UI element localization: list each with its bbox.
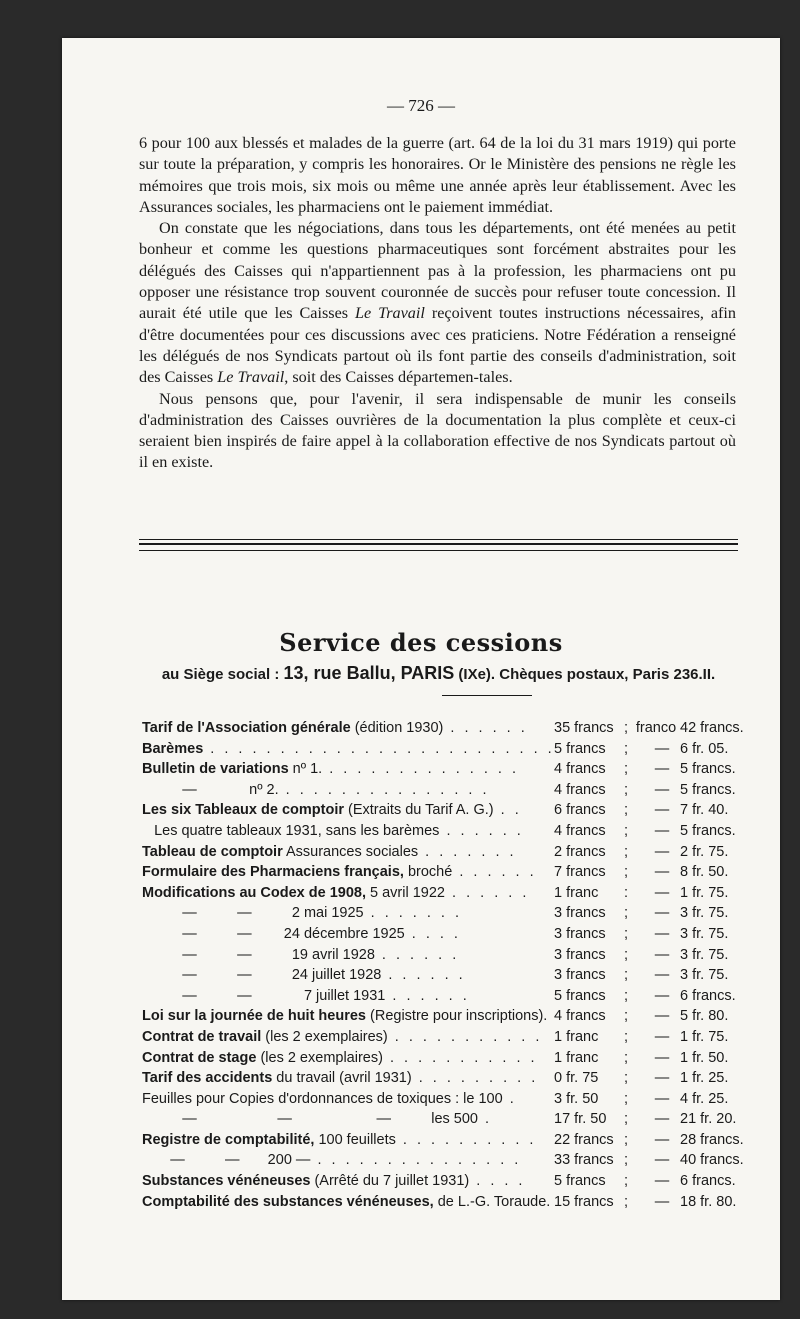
item-detail: du travail (avril 1931)	[272, 1070, 412, 1087]
item-description	[142, 986, 537, 1007]
item-title: Tableau de comptoir	[142, 843, 283, 860]
price-separator: ;	[624, 740, 629, 757]
price-franco: 5 fr. 80.	[680, 1008, 729, 1025]
postage-label: —	[654, 1111, 670, 1128]
item-description	[142, 780, 537, 801]
price-row	[142, 821, 742, 842]
postage-label: —	[654, 1152, 670, 1169]
price-members: 17 fr. 50	[554, 1111, 607, 1128]
price-franco: 5 francs.	[680, 822, 736, 839]
item-detail: — — 24 juillet 1928	[142, 967, 382, 984]
item-description	[142, 1171, 537, 1192]
price-row	[142, 883, 742, 904]
item-title: Barèmes	[142, 740, 204, 757]
price-franco: 42 francs.	[680, 720, 744, 736]
item-detail: (Arrêté du 7 juillet 1931)	[310, 1173, 470, 1190]
price-franco: 5 francs.	[680, 781, 736, 798]
price-separator: ;	[624, 1173, 629, 1190]
price-row	[142, 780, 742, 801]
item-title: Les six Tableaux de comptoir	[142, 802, 344, 819]
divider-rule	[139, 550, 738, 551]
postage-label: —	[654, 761, 670, 778]
dot-leader: . . . . . . . . . . . . . . .	[310, 1152, 522, 1169]
postage-label: —	[654, 905, 670, 922]
dot-leader: . . . . . .	[374, 946, 460, 963]
postage-label: —	[654, 1090, 670, 1107]
postage-label: —	[654, 740, 670, 757]
item-title: Loi sur la journée de huit heures	[142, 1008, 366, 1025]
price-franco: 1 fr. 50.	[680, 1049, 729, 1066]
item-title: Registre de comptabilité,	[142, 1131, 315, 1148]
price-separator: ;	[624, 987, 629, 1004]
body-text	[139, 133, 736, 474]
price-franco: 18 fr. 80.	[680, 1193, 737, 1210]
item-detail: — — — les 500	[142, 1111, 478, 1128]
price-separator: :	[624, 884, 629, 901]
postage-label: —	[654, 802, 670, 819]
price-franco: 3 fr. 75.	[680, 946, 729, 963]
postage-label: —	[654, 1193, 670, 1210]
paragraph-2: On constate que les négociations, dans tous les départements, ont été menées au petit bonheur et comme les questions pharmaceutiques sont forcément abstraites pour les délégués des Caisses qui n'appartiennent pas à la profession, les pharmaciens ont pu opposer une résistance trop souvent couronnée de succès pour refuser toute concession. Il aurait été utile que les Caisses Le Travail reçoivent toutes instructions nécessaires, afin d'être documentées pour ces discussions avec ces praticiens. Notre Fédération a renseigné les délégués de nos Syndicats partout où ils font partie des conseils d'administration, soit des Caisses Le Travail, soit des Caisses départemen-tales.	[139, 219, 737, 387]
item-description	[142, 1150, 537, 1171]
item-detail: (édition 1930)	[350, 720, 444, 736]
item-description	[142, 924, 537, 945]
price-members: 5 francs	[554, 740, 606, 757]
dot-leader: . . . . . . . . . . .	[387, 1028, 543, 1045]
price-separator: ;	[624, 720, 629, 736]
item-detail: Assurances sociales	[282, 843, 419, 860]
price-franco: 2 fr. 75.	[680, 843, 729, 860]
postage-label: —	[654, 884, 670, 901]
price-members: 1 franc	[554, 1028, 599, 1045]
dot-leader: . . . . . . . . . .	[395, 1131, 537, 1148]
price-members: 6 francs	[554, 802, 606, 819]
price-members: 3 fr. 50	[554, 1090, 599, 1107]
dot-leader: . . . .	[404, 925, 461, 942]
postage-label: —	[654, 967, 670, 984]
postage-label: —	[654, 1131, 670, 1148]
price-members: 3 francs	[554, 905, 606, 922]
price-separator: ;	[624, 1070, 629, 1087]
item-description	[142, 1109, 537, 1130]
price-members: 1 franc	[554, 884, 599, 901]
price-franco: 28 francs.	[680, 1131, 744, 1148]
price-members: 3 francs	[554, 967, 606, 984]
price-row	[142, 1048, 742, 1069]
item-detail: (les 2 exemplaires)	[256, 1049, 383, 1066]
price-members: 7 francs	[554, 864, 606, 881]
price-row	[142, 1192, 742, 1213]
price-row	[142, 1027, 742, 1048]
price-members: 4 francs	[554, 781, 606, 798]
price-franco: 3 fr. 75.	[680, 905, 729, 922]
item-description	[142, 1192, 551, 1213]
dot-leader: .	[478, 1111, 493, 1128]
price-franco: 1 fr. 75.	[680, 884, 729, 901]
price-row	[142, 1068, 742, 1089]
price-row	[142, 924, 742, 945]
price-separator: ;	[624, 802, 629, 819]
dot-leader: . . . . . . . . . . .	[382, 1049, 538, 1066]
price-franco: 1 fr. 75.	[680, 1028, 729, 1045]
price-members: 5 francs	[554, 987, 606, 1004]
item-detail: (les 2 exemplaires)	[261, 1028, 388, 1045]
price-row	[142, 986, 742, 1007]
dot-leader: . . . . . .	[445, 884, 530, 901]
price-list	[142, 718, 742, 1212]
price-franco: 6 francs.	[680, 987, 736, 1004]
price-members: 4 francs	[554, 822, 606, 839]
short-divider	[442, 695, 532, 696]
dot-leader: . . . . . .	[385, 987, 470, 1004]
price-members: 2 francs	[554, 843, 606, 860]
dot-leader: . . . . . . .	[418, 843, 517, 860]
postage-label: —	[654, 781, 670, 798]
price-separator: ;	[624, 946, 629, 963]
postage-label: —	[654, 843, 670, 860]
price-row	[142, 1089, 742, 1110]
item-detail: Les quatre tableaux 1931, sans les barèmes	[142, 822, 440, 839]
item-description	[142, 883, 537, 904]
item-description	[142, 1068, 537, 1089]
price-members: 35 francs	[554, 720, 614, 736]
dot-leader: . . . . . .	[452, 864, 537, 881]
price-separator: ;	[624, 781, 629, 798]
price-members: 4 francs	[554, 761, 606, 778]
price-row	[142, 842, 742, 863]
price-franco: 1 fr. 25.	[680, 1070, 729, 1087]
price-members: 5 francs	[554, 1173, 606, 1190]
price-row	[142, 739, 742, 760]
item-title: Bulletin de variations	[142, 761, 289, 778]
price-franco: 3 fr. 75.	[680, 967, 729, 984]
item-description	[142, 842, 537, 863]
dot-leader: . . . . . . . . . . . . . .	[322, 761, 519, 778]
page-number: — 726 —	[387, 96, 455, 115]
address-line: au Siège social : 13, rue Ballu, PARIS (IXe). Chèques postaux, Paris 236.II.	[161, 663, 716, 683]
price-members: 15 francs	[554, 1193, 614, 1210]
item-title: Formulaire des Pharmaciens français,	[142, 864, 404, 881]
item-detail: — — 24 décembre 1925	[142, 925, 405, 942]
dot-leader: . . . . . . . . . . . . . . . . . . . . . . . . .	[203, 740, 555, 757]
item-description	[142, 1027, 543, 1048]
price-separator: ;	[624, 1131, 629, 1148]
dot-leader: . . . .	[469, 1173, 526, 1190]
price-row	[142, 1006, 742, 1027]
postage-label: —	[654, 864, 670, 881]
item-detail: 100 feuillets	[314, 1131, 396, 1148]
price-franco: 21 fr. 20.	[680, 1111, 737, 1128]
price-franco: 3 fr. 75.	[680, 925, 729, 942]
postage-label: —	[654, 987, 670, 1004]
dot-leader: . . . . . .	[443, 720, 528, 736]
item-title: Tarif de l'Association générale	[142, 720, 351, 736]
price-members: 4 francs	[554, 1008, 606, 1025]
dot-leader: . . . . . . . . .	[411, 1070, 539, 1087]
item-description	[142, 965, 537, 986]
price-row	[142, 759, 742, 780]
item-description	[142, 862, 537, 883]
price-row	[142, 1109, 742, 1130]
price-row	[142, 1150, 742, 1171]
price-row	[142, 945, 742, 966]
item-title: Contrat de travail	[142, 1028, 262, 1045]
dot-leader: . . . . . . .	[363, 905, 463, 922]
item-title: Comptabilité des substances vénéneuses,	[142, 1193, 434, 1210]
price-row	[142, 1171, 742, 1192]
item-detail: — — 2 mai 1925	[142, 905, 364, 922]
price-separator: ;	[624, 1111, 629, 1128]
item-detail: — nº 2.	[142, 781, 279, 798]
price-row	[142, 965, 742, 986]
item-detail: — — 7 juillet 1931	[142, 987, 386, 1004]
price-separator: ;	[624, 905, 629, 922]
price-members: 3 francs	[554, 925, 606, 942]
price-franco: 6 fr. 05.	[680, 740, 729, 757]
item-description	[142, 1130, 537, 1151]
price-separator: ;	[624, 864, 629, 881]
price-separator: ;	[624, 1090, 629, 1107]
price-separator: ;	[624, 967, 629, 984]
item-title: Substances vénéneuses	[142, 1173, 311, 1190]
price-row	[142, 862, 742, 883]
section-title: Service des cessions	[279, 628, 563, 657]
price-row	[142, 718, 742, 739]
item-title: Tarif des accidents	[142, 1070, 273, 1087]
dot-leader: . . . . . .	[439, 822, 524, 839]
item-description	[142, 1048, 537, 1069]
item-detail: — — 200 —	[142, 1152, 311, 1169]
paragraph-1: 6 pour 100 aux blessés et malades de la guerre (art. 64 de la loi du 31 mars 1919) qui porte sur toute la préparation, y compris les honoraires. Or le Ministère des pensions ne règle les mémoires que trois mois, six mois ou même une année après leur établissement. Avec les Assurances sociales, les pharmaciens ont le paiement immédiat.	[139, 134, 736, 216]
dot-leader: . . . . . . . . . . . . . . .	[278, 781, 490, 798]
item-description	[142, 945, 537, 966]
item-title: Contrat de stage	[142, 1049, 257, 1066]
price-franco: 6 francs.	[680, 1173, 736, 1190]
item-description	[142, 800, 537, 821]
price-separator: ;	[624, 1193, 629, 1210]
postage-label: —	[654, 1070, 670, 1087]
price-members: 0 fr. 75	[554, 1070, 599, 1087]
item-detail: Feuilles pour Copies d'ordonnances de toxiques : le 100	[142, 1090, 503, 1107]
item-description	[142, 759, 537, 780]
price-separator: ;	[624, 1152, 629, 1169]
price-row	[142, 903, 742, 924]
item-description	[142, 718, 537, 739]
postage-label: —	[654, 1028, 670, 1045]
item-detail: (Registre pour inscriptions).	[366, 1008, 548, 1025]
postage-label: —	[654, 946, 670, 963]
postage-label: —	[654, 1008, 670, 1025]
item-detail: 5 avril 1922	[366, 884, 445, 901]
price-franco: 40 francs.	[680, 1152, 744, 1169]
price-franco: 5 francs.	[680, 761, 736, 778]
price-members: 22 francs	[554, 1131, 614, 1148]
dot-leader: .	[502, 1090, 517, 1107]
price-separator: ;	[624, 1008, 629, 1025]
item-detail: (Extraits du Tarif A. G.)	[344, 802, 494, 819]
postage-label: —	[654, 1173, 670, 1190]
price-franco: 4 fr. 25.	[680, 1090, 729, 1107]
item-description	[142, 821, 537, 842]
price-separator: ;	[624, 822, 629, 839]
price-separator: ;	[624, 1049, 629, 1066]
price-members: 1 franc	[554, 1049, 599, 1066]
item-description	[142, 1089, 537, 1110]
postage-label: —	[654, 925, 670, 942]
price-separator: ;	[624, 843, 629, 860]
price-separator: ;	[624, 761, 629, 778]
item-description	[142, 739, 555, 760]
postage-label: franco	[635, 720, 677, 736]
divider-rule	[139, 539, 738, 540]
postage-label: —	[654, 822, 670, 839]
dot-leader: . . . . . .	[381, 967, 466, 984]
item-detail: de L.-G. Toraude.	[433, 1193, 551, 1210]
price-members: 3 francs	[554, 946, 606, 963]
item-detail: — — 19 avril 1928	[142, 946, 375, 963]
item-detail: nº 1.	[288, 761, 323, 778]
item-description	[142, 903, 537, 924]
postage-label: —	[654, 1049, 670, 1066]
item-detail: broché	[403, 864, 453, 881]
price-franco: 8 fr. 50.	[680, 864, 729, 881]
item-title: Modifications au Codex de 1908,	[142, 884, 366, 901]
price-members: 33 francs	[554, 1152, 614, 1169]
price-row	[142, 800, 742, 821]
price-franco: 7 fr. 40.	[680, 802, 729, 819]
document-page	[62, 38, 780, 1300]
price-separator: ;	[624, 1028, 629, 1045]
dot-leader: . .	[493, 802, 522, 819]
price-separator: ;	[624, 925, 629, 942]
paragraph-3: Nous pensons que, pour l'avenir, il sera indispensable de munir les conseils d'administration des Caisses ouvrières de la documentation la plus complète et ceux-ci seraient bien inspirés de faire appel à la collaboration effective de nos Syndicats partout où il en existe.	[139, 389, 736, 472]
item-description	[142, 1006, 548, 1027]
divider-rule-thick	[139, 543, 738, 545]
price-row	[142, 1130, 742, 1151]
